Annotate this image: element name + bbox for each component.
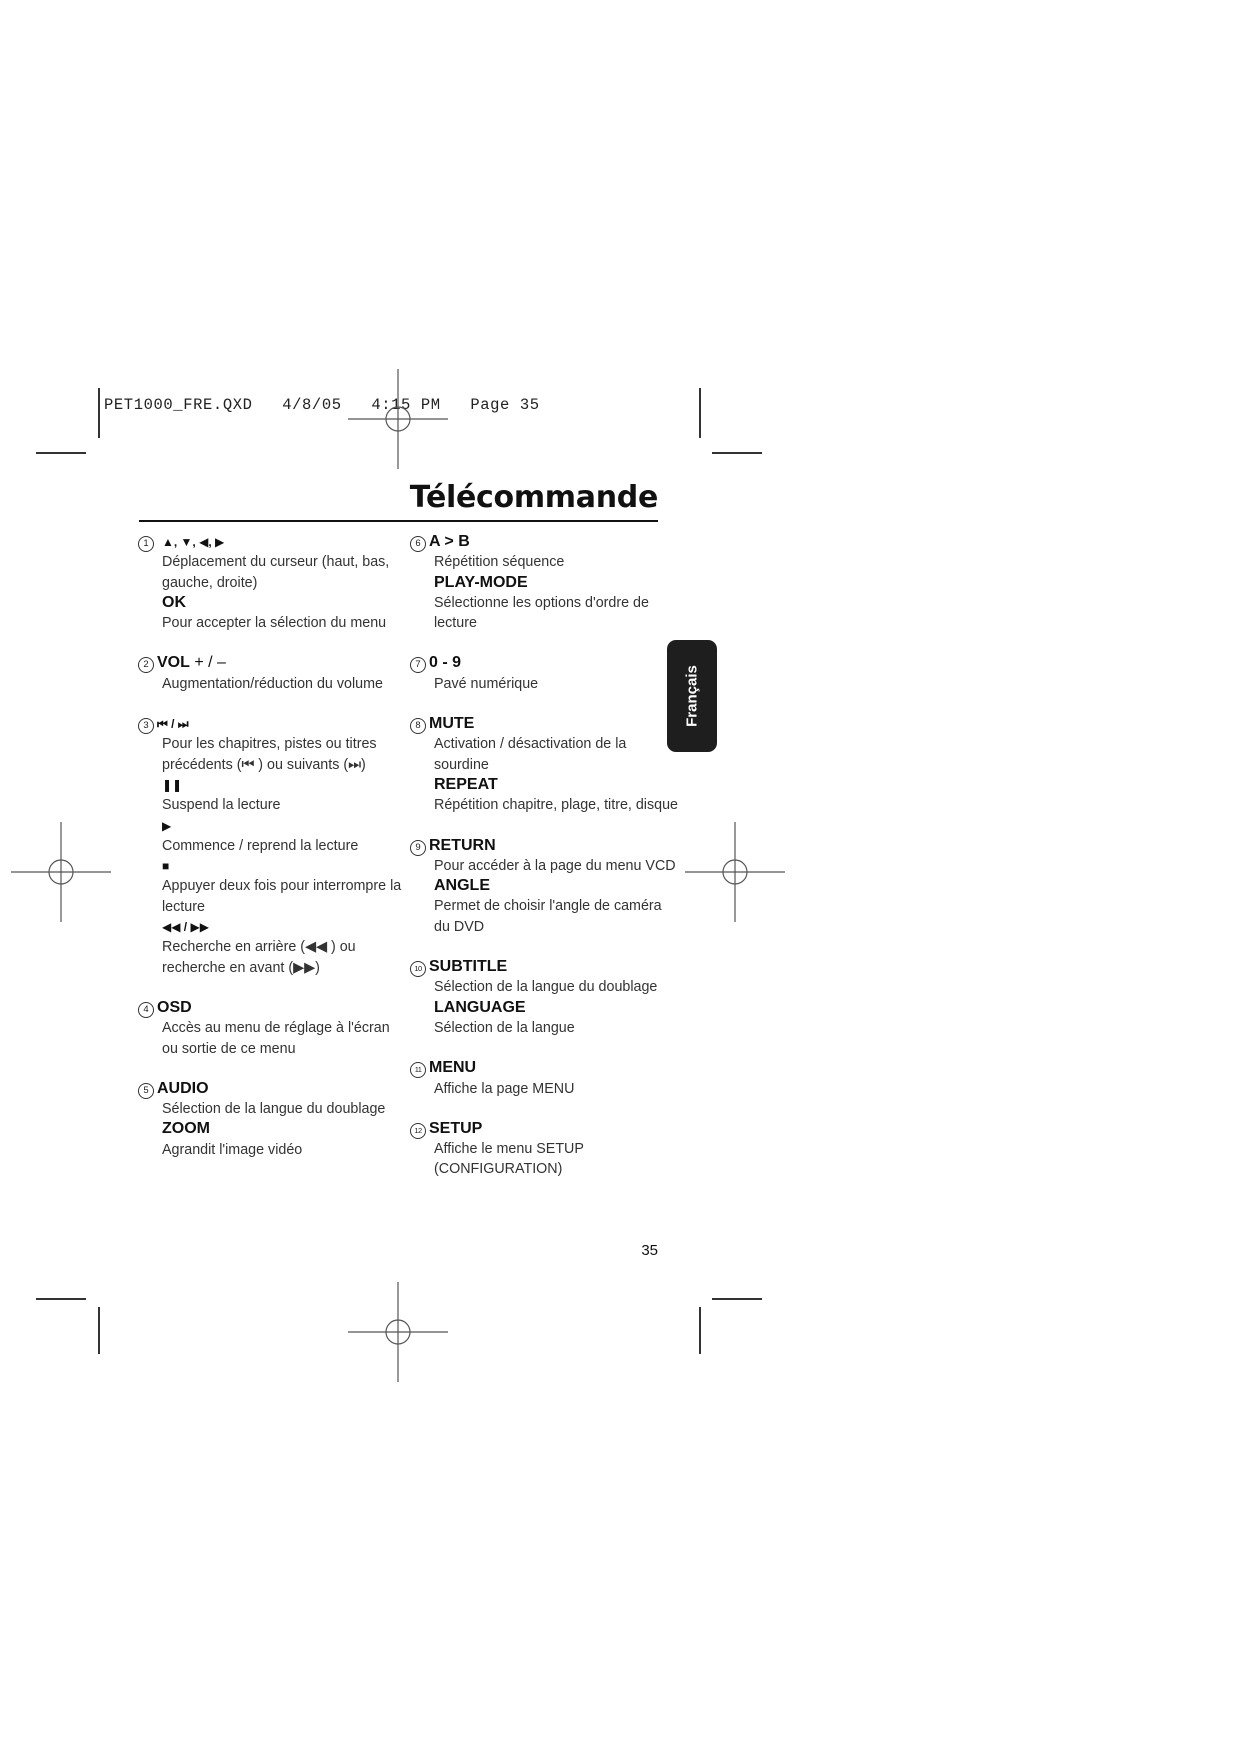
entry-key: OSD xyxy=(157,998,192,1016)
number-badge: 2 xyxy=(138,657,154,673)
number-badge: 9 xyxy=(410,840,426,856)
entry-description: Sélectionne les options d'ordre de lecture xyxy=(434,594,649,632)
crop-mark xyxy=(98,1307,100,1354)
entry-key-extra: + / – xyxy=(189,654,226,672)
entry-11 xyxy=(408,1058,678,1099)
language-tab-label: Français xyxy=(683,665,701,727)
entry-12 xyxy=(408,1119,678,1180)
crop-mark xyxy=(98,388,100,438)
entry-key: ⏮ / ⏭ xyxy=(157,717,189,732)
entry-key: ANGLE xyxy=(434,877,490,895)
crop-mark xyxy=(712,452,762,454)
entry-key: A > B xyxy=(429,533,470,550)
registration-mark-top xyxy=(348,369,448,469)
entry-key: MUTE xyxy=(429,715,475,733)
entry-description: Sélection de la langue xyxy=(434,1019,575,1036)
entry-key-text: VOL xyxy=(157,654,190,672)
entry-description: Répétition chapitre, plage, titre, disque xyxy=(434,797,678,814)
entry-description: Affiche la page MENU xyxy=(434,1080,575,1097)
entry-description: Pavé numérique xyxy=(434,675,539,692)
entry-key: AUDIO xyxy=(157,1079,209,1097)
registration-mark-right xyxy=(685,822,785,922)
entry-4 xyxy=(136,998,406,1059)
number-badge: 7 xyxy=(410,657,426,673)
number-badge: 4 xyxy=(138,1002,154,1018)
page-title: Télécommande xyxy=(409,480,658,515)
entry-description: Accès au menu de réglage à l'écran ou sortie de ce menu xyxy=(162,1020,390,1057)
entry-description: Répétition séquence xyxy=(434,554,565,571)
title-rule xyxy=(139,520,658,522)
entry-key: OK xyxy=(162,593,186,611)
entry-description: Affiche le menu SETUP (CONFIGURATION) xyxy=(434,1141,584,1178)
entry-3 xyxy=(136,714,406,978)
entry-description: Augmentation/réduction du volume xyxy=(162,675,383,692)
number-badge: 10 xyxy=(410,961,426,977)
entry-key: LANGUAGE xyxy=(434,998,526,1016)
number-badge: 1 xyxy=(138,536,154,552)
entry-key: PLAY-MODE xyxy=(434,573,528,591)
crop-mark xyxy=(36,452,86,454)
entry-description: Pour accepter la sélection du menu xyxy=(162,615,387,632)
crop-mark xyxy=(699,388,701,438)
entry-key: SETUP xyxy=(429,1119,483,1137)
number-badge: 11 xyxy=(410,1062,426,1078)
language-tab xyxy=(667,640,717,752)
crop-mark xyxy=(712,1298,762,1300)
entry-5 xyxy=(136,1079,406,1160)
registration-mark-left xyxy=(11,822,111,922)
number-badge: 8 xyxy=(410,718,426,734)
entry-10 xyxy=(408,957,678,1038)
entry-6 xyxy=(408,532,678,633)
pause-icon: ❚❚ xyxy=(162,777,183,792)
number-badge: 5 xyxy=(138,1083,154,1099)
entry-description: Déplacement du curseur (haut, bas, gauche, droite) xyxy=(162,554,390,591)
entry-key: RETURN xyxy=(429,836,496,854)
entry-key: ▲, ▼, ◀, ▶ xyxy=(162,535,225,549)
search-icon-pair: ◀◀ / ▶▶ xyxy=(162,920,209,935)
entry-key: MENU xyxy=(429,1059,477,1077)
number-badge: 12 xyxy=(410,1123,426,1139)
crop-mark xyxy=(699,1307,701,1354)
entry-9 xyxy=(408,836,678,937)
entry-key: ZOOM xyxy=(162,1120,210,1138)
entry-description: Pour accéder à la page du menu VCD xyxy=(434,857,676,874)
entry-description: Agrandit l'image vidéo xyxy=(162,1141,303,1158)
entry-description: Commence / reprend la lecture xyxy=(162,837,359,854)
crop-mark xyxy=(36,1298,86,1300)
entry-8 xyxy=(408,714,678,815)
file-slug: PET1000_FRE.QXD 4/8/05 4:15 PM Page 35 xyxy=(104,396,540,414)
entry-key xyxy=(157,653,406,673)
entry-description: Sélection de la langue du doublage xyxy=(434,979,658,996)
page-number: 35 xyxy=(641,1242,658,1259)
entry-description: Suspend la lecture xyxy=(162,797,281,814)
entry-description: Pour les chapitres, pistes ou titres précédents (⏮ ) ou suivants (⏭) xyxy=(162,736,377,773)
entry-key: 0 - 9 xyxy=(429,654,462,672)
entry-2 xyxy=(136,653,406,694)
left-column xyxy=(136,532,406,1160)
entry-key: SUBTITLE xyxy=(429,958,508,976)
entry-description: Appuyer deux fois pour interrompre la lecture xyxy=(162,878,402,915)
right-column xyxy=(408,532,678,1180)
entry-1 xyxy=(136,532,406,633)
registration-mark-bottom xyxy=(348,1282,448,1382)
stop-icon: ■ xyxy=(162,859,170,874)
entry-key: REPEAT xyxy=(434,775,498,793)
entry-description: Activation / désactivation de la sourdine xyxy=(434,736,627,773)
number-badge: 3 xyxy=(138,718,154,734)
entry-description: Sélection de la langue du doublage xyxy=(162,1101,386,1118)
entry-description: Permet de choisir l'angle de caméra du DVD xyxy=(434,898,662,935)
play-icon: ▶ xyxy=(162,818,172,833)
entry-7 xyxy=(408,653,678,694)
entry-description: Recherche en arrière (◀◀ ) ou recherche en avant (▶▶) xyxy=(162,939,356,976)
number-badge: 6 xyxy=(410,536,426,552)
